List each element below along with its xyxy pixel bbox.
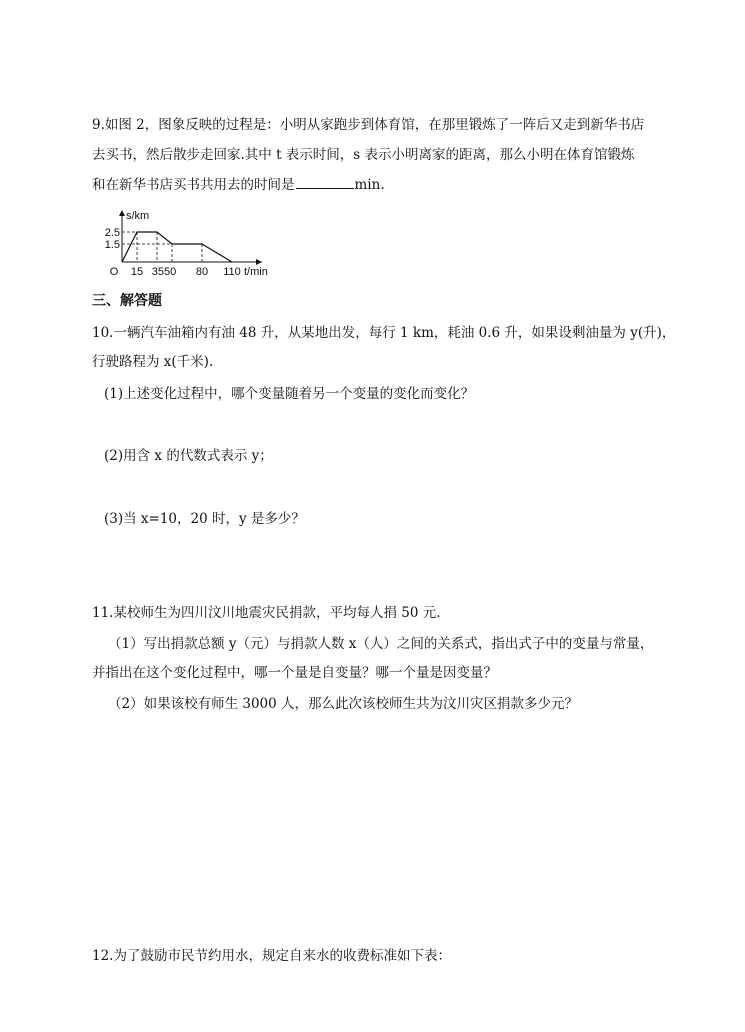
y-tick-label: 2.5: [104, 227, 120, 239]
q9-line-1: 9.如图 2，图象反映的过程是：小明从家跑步到体育馆，在那里锻炼了一阵后又走到新华书店: [92, 117, 645, 133]
graph-series: [122, 232, 232, 262]
q11-sub-1-line-1: （1）写出捐款总额 y（元）与捐款人数 x（人）之间的关系式，指出式子中的变量与常量，: [108, 636, 654, 652]
x-tick-label: 15: [130, 266, 144, 278]
q10-sub-2: (2)用含 x 的代数式表示 y；: [104, 448, 273, 464]
section-3-title: 三、解答题: [92, 293, 162, 309]
q10-sub-3: (3)当 x=10，20 时，y 是多少？: [104, 511, 305, 527]
q11-line-1: 11.某校师生为四川汶川地震灾民捐款，平均每人捐 50 元.: [92, 605, 441, 621]
y-axis-label: s/km: [126, 210, 150, 222]
distance-time-graph: [98, 208, 273, 280]
q9-line-3-text: 和在新华书店买书共用去的时间是: [92, 177, 295, 193]
q10-line-1: 10.一辆汽车油箱内有油 48 升，从某地出发，每行 1 km，耗油 0.6 升，如果设剩油量为 y(升)，: [92, 325, 676, 341]
y-axis-arrow: [119, 210, 125, 216]
x-tick-label: 110: [223, 266, 241, 278]
q11-sub-1-line-2: 并指出在这个变化过程中，哪一个量是自变量？哪一个量是因变量？: [92, 665, 497, 681]
q10-sub-1: (1)上述变化过程中，哪个变量随着另一个变量的变化而变化？: [104, 386, 475, 402]
x-axis-label: t/min: [244, 266, 268, 278]
q9-line-3: [92, 176, 385, 194]
x-tick-label: 3550: [151, 266, 177, 278]
q11-sub-2: （2）如果该校有师生 3000 人，那么此次该校师生共为汶川灾区捐款多少元？: [108, 696, 579, 712]
x-axis-arrow: [256, 259, 262, 265]
x-tick-label: 80: [195, 266, 209, 278]
q9-line-2: 去买书，然后散步走回家.其中 t 表示时间，s 表示小明离家的距离，那么小明在体育馆锻炼: [92, 147, 635, 163]
origin-label: O: [109, 266, 119, 278]
y-tick-label: 1.5: [104, 239, 120, 251]
q9-unit: min.: [354, 177, 385, 193]
q12-line-1: 12.为了鼓励市民节约用水，规定自来水的收费标准如下表：: [92, 948, 451, 964]
answer-blank: [296, 176, 354, 189]
q10-line-2: 行驶路程为 x(千米).: [92, 354, 214, 370]
series-line: [122, 232, 232, 262]
